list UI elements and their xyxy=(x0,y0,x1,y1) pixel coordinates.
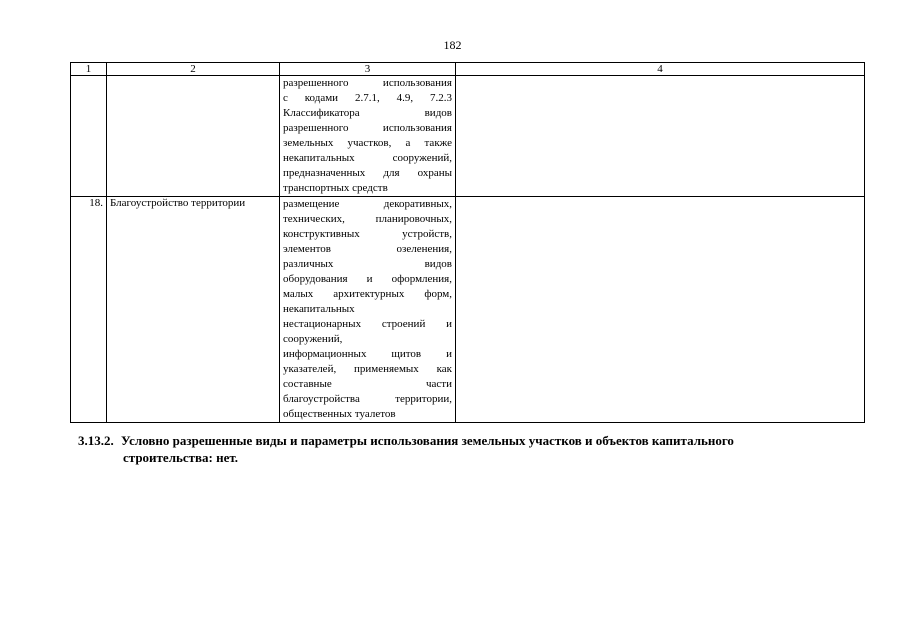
description-line: указателей, применяемых как xyxy=(283,363,452,375)
description-line: различных видов xyxy=(283,258,452,270)
description-text xyxy=(283,76,452,196)
section-heading xyxy=(78,432,848,466)
description-line: конструктивных устройств, xyxy=(283,228,452,240)
description-line: благоустройства территории, xyxy=(283,393,452,405)
description-line: некапитальных xyxy=(283,303,355,315)
description-line: технических, планировочных, xyxy=(283,213,452,225)
section-title-line-2: строительства: нет. xyxy=(123,450,239,465)
description-line: разрешенного использования xyxy=(283,122,452,134)
description-line: земельных участков, а также xyxy=(283,137,452,149)
description-line: общественных туалетов xyxy=(283,408,396,420)
table-header-row xyxy=(71,63,865,76)
row-number-cell xyxy=(71,76,107,197)
parameters-cell xyxy=(456,76,865,197)
column-header: 2 xyxy=(107,63,280,76)
description-line: размещение декоративных, xyxy=(283,198,452,210)
page-number: 182 xyxy=(443,38,462,52)
description-line: малых архитектурных форм, xyxy=(283,288,452,300)
use-type-name-cell xyxy=(107,76,280,197)
table-row xyxy=(71,197,865,423)
use-type-description-cell xyxy=(280,197,456,423)
description-line: нестационарных строений и xyxy=(283,318,452,330)
description-text xyxy=(283,197,452,422)
description-line: информационных щитов и xyxy=(283,348,452,360)
column-header: 1 xyxy=(71,63,107,76)
section-title-line-1: Условно разрешенные виды и параметры использования земельных участков и объектов капитального xyxy=(121,433,734,448)
description-line: сооружений, xyxy=(283,333,343,345)
use-type-name-cell: Благоустройство территории xyxy=(107,197,280,423)
description-line: с кодами 2.7.1, 4.9, 7.2.3 xyxy=(283,92,452,104)
description-line: транспортных средств xyxy=(283,182,388,194)
description-line: элементов озеленения, xyxy=(283,243,452,255)
description-line: Классификатора видов xyxy=(283,107,452,119)
table-row xyxy=(71,76,865,197)
description-line: некапитальных сооружений, xyxy=(283,152,452,164)
description-line: оборудования и оформления, xyxy=(283,273,452,285)
column-header: 3 xyxy=(280,63,456,76)
description-line: разрешенного использования xyxy=(283,77,452,89)
parameters-cell xyxy=(456,197,865,423)
use-type-description-cell xyxy=(280,76,456,197)
land-use-table xyxy=(70,62,865,423)
column-header: 4 xyxy=(456,63,865,76)
description-line: составные части xyxy=(283,378,452,390)
description-line: предназначенных для охраны xyxy=(283,167,452,179)
row-number-cell: 18. xyxy=(71,197,107,423)
section-number: 3.13.2. xyxy=(78,433,114,448)
